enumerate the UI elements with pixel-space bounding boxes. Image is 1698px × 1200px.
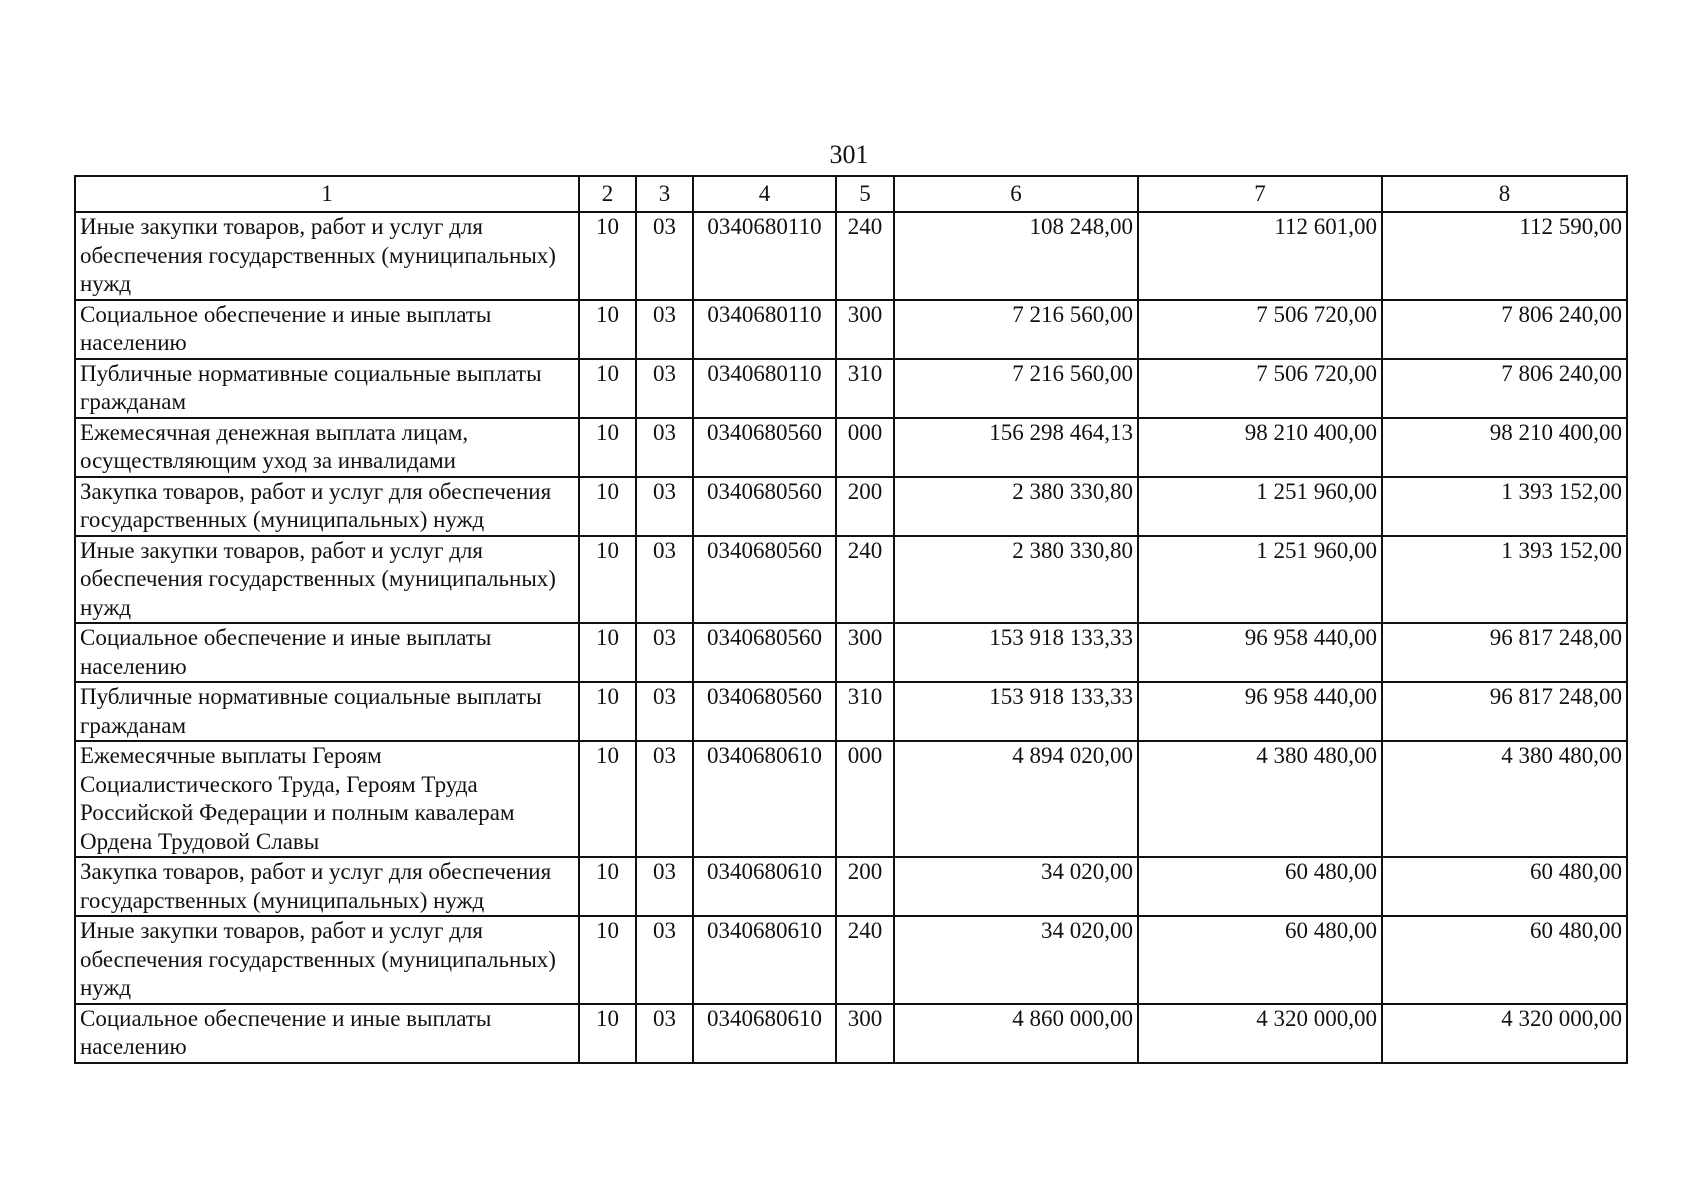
amount-cell-col7: 4 320 000,00	[1138, 1004, 1382, 1063]
section-code-cell: 10	[579, 1004, 636, 1063]
column-header: 1	[75, 176, 579, 212]
amount-cell-col8: 96 817 248,00	[1382, 682, 1627, 741]
section-code-cell: 10	[579, 212, 636, 300]
subsection-code-cell: 03	[636, 1004, 693, 1063]
amount-cell-col6: 153 918 133,33	[894, 682, 1138, 741]
section-code-cell: 10	[579, 682, 636, 741]
amount-cell-col7: 60 480,00	[1138, 916, 1382, 1004]
amount-cell-col8: 96 817 248,00	[1382, 623, 1627, 682]
row-name-cell: Закупка товаров, работ и услуг для обеспечения государственных (муниципальных) нужд	[75, 477, 579, 536]
amount-cell-col7: 4 380 480,00	[1138, 741, 1382, 857]
section-code-cell: 10	[579, 623, 636, 682]
row-name-cell: Иные закупки товаров, работ и услуг для обеспечения государственных (муниципальных) нужд	[75, 536, 579, 624]
amount-cell-col8: 4 320 000,00	[1382, 1004, 1627, 1063]
column-header: 5	[836, 176, 894, 212]
table-row	[75, 623, 1627, 682]
table-row	[75, 536, 1627, 624]
subsection-code-cell: 03	[636, 300, 693, 359]
row-name-cell: Социальное обеспечение и иные выплаты населению	[75, 300, 579, 359]
row-name-cell: Публичные нормативные социальные выплаты гражданам	[75, 359, 579, 418]
row-name-cell: Иные закупки товаров, работ и услуг для обеспечения государственных (муниципальных) нужд	[75, 916, 579, 1004]
page-number: 301	[829, 140, 869, 169]
amount-cell-col8: 60 480,00	[1382, 857, 1627, 916]
amount-cell-col8: 1 393 152,00	[1382, 477, 1627, 536]
amount-cell-col7: 112 601,00	[1138, 212, 1382, 300]
table-row	[75, 741, 1627, 857]
amount-cell-col7: 1 251 960,00	[1138, 536, 1382, 624]
expense-type-cell: 000	[836, 741, 894, 857]
amount-cell-col7: 1 251 960,00	[1138, 477, 1382, 536]
target-article-cell: 0340680110	[693, 212, 836, 300]
table-row	[75, 418, 1627, 477]
table-row	[75, 212, 1627, 300]
amount-cell-col6: 34 020,00	[894, 857, 1138, 916]
row-name-cell: Ежемесячные выплаты Героям Социалистического Труда, Героям Труда Российской Федерации и полным кавалерам Ордена Трудовой Славы	[75, 741, 579, 857]
section-code-cell: 10	[579, 300, 636, 359]
target-article-cell: 0340680560	[693, 623, 836, 682]
section-code-cell: 10	[579, 916, 636, 1004]
section-code-cell: 10	[579, 418, 636, 477]
target-article-cell: 0340680110	[693, 300, 836, 359]
column-header: 3	[636, 176, 693, 212]
table-row	[75, 477, 1627, 536]
amount-cell-col7: 7 506 720,00	[1138, 359, 1382, 418]
header-row	[75, 176, 1627, 212]
target-article-cell: 0340680560	[693, 682, 836, 741]
amount-cell-col6: 153 918 133,33	[894, 623, 1138, 682]
target-article-cell: 0340680610	[693, 857, 836, 916]
subsection-code-cell: 03	[636, 857, 693, 916]
amount-cell-col6: 7 216 560,00	[894, 300, 1138, 359]
amount-cell-col8: 60 480,00	[1382, 916, 1627, 1004]
expense-type-cell: 300	[836, 623, 894, 682]
row-name-cell: Закупка товаров, работ и услуг для обеспечения государственных (муниципальных) нужд	[75, 857, 579, 916]
table-row	[75, 300, 1627, 359]
expense-type-cell: 240	[836, 212, 894, 300]
target-article-cell: 0340680560	[693, 418, 836, 477]
target-article-cell: 0340680560	[693, 536, 836, 624]
column-header: 8	[1382, 176, 1627, 212]
section-code-cell: 10	[579, 857, 636, 916]
table-row	[75, 682, 1627, 741]
subsection-code-cell: 03	[636, 359, 693, 418]
subsection-code-cell: 03	[636, 212, 693, 300]
amount-cell-col6: 156 298 464,13	[894, 418, 1138, 477]
amount-cell-col6: 2 380 330,80	[894, 536, 1138, 624]
expense-type-cell: 300	[836, 1004, 894, 1063]
column-header: 4	[693, 176, 836, 212]
expense-type-cell: 000	[836, 418, 894, 477]
amount-cell-col6: 108 248,00	[894, 212, 1138, 300]
section-code-cell: 10	[579, 359, 636, 418]
subsection-code-cell: 03	[636, 536, 693, 624]
amount-cell-col8: 7 806 240,00	[1382, 359, 1627, 418]
amount-cell-col8: 4 380 480,00	[1382, 741, 1627, 857]
subsection-code-cell: 03	[636, 477, 693, 536]
row-name-cell: Ежемесячная денежная выплата лицам, осуществляющим уход за инвалидами	[75, 418, 579, 477]
section-code-cell: 10	[579, 741, 636, 857]
column-header: 6	[894, 176, 1138, 212]
row-name-cell: Социальное обеспечение и иные выплаты населению	[75, 623, 579, 682]
section-code-cell: 10	[579, 536, 636, 624]
amount-cell-col8: 98 210 400,00	[1382, 418, 1627, 477]
expense-type-cell: 310	[836, 682, 894, 741]
row-name-cell: Социальное обеспечение и иные выплаты населению	[75, 1004, 579, 1063]
amount-cell-col7: 96 958 440,00	[1138, 682, 1382, 741]
column-header: 7	[1138, 176, 1382, 212]
amount-cell-col6: 2 380 330,80	[894, 477, 1138, 536]
target-article-cell: 0340680610	[693, 916, 836, 1004]
target-article-cell: 0340680560	[693, 477, 836, 536]
amount-cell-col6: 7 216 560,00	[894, 359, 1138, 418]
target-article-cell: 0340680610	[693, 1004, 836, 1063]
expense-type-cell: 300	[836, 300, 894, 359]
subsection-code-cell: 03	[636, 623, 693, 682]
amount-cell-col7: 60 480,00	[1138, 857, 1382, 916]
amount-cell-col7: 98 210 400,00	[1138, 418, 1382, 477]
subsection-code-cell: 03	[636, 916, 693, 1004]
amount-cell-col8: 1 393 152,00	[1382, 536, 1627, 624]
table-row	[75, 359, 1627, 418]
expense-type-cell: 240	[836, 916, 894, 1004]
row-name-cell: Публичные нормативные социальные выплаты гражданам	[75, 682, 579, 741]
target-article-cell: 0340680110	[693, 359, 836, 418]
target-article-cell: 0340680610	[693, 741, 836, 857]
budget-table	[74, 175, 1628, 1064]
amount-cell-col7: 96 958 440,00	[1138, 623, 1382, 682]
expense-type-cell: 200	[836, 477, 894, 536]
amount-cell-col8: 112 590,00	[1382, 212, 1627, 300]
amount-cell-col6: 4 894 020,00	[894, 741, 1138, 857]
table-row	[75, 1004, 1627, 1063]
amount-cell-col7: 7 506 720,00	[1138, 300, 1382, 359]
section-code-cell: 10	[579, 477, 636, 536]
row-name-cell: Иные закупки товаров, работ и услуг для обеспечения государственных (муниципальных) нужд	[75, 212, 579, 300]
subsection-code-cell: 03	[636, 418, 693, 477]
table-row	[75, 916, 1627, 1004]
expense-type-cell: 200	[836, 857, 894, 916]
table-body	[75, 212, 1627, 1063]
subsection-code-cell: 03	[636, 741, 693, 857]
amount-cell-col8: 7 806 240,00	[1382, 300, 1627, 359]
expense-type-cell: 240	[836, 536, 894, 624]
table-row	[75, 857, 1627, 916]
expense-type-cell: 310	[836, 359, 894, 418]
amount-cell-col6: 4 860 000,00	[894, 1004, 1138, 1063]
subsection-code-cell: 03	[636, 682, 693, 741]
amount-cell-col6: 34 020,00	[894, 916, 1138, 1004]
column-header: 2	[579, 176, 636, 212]
